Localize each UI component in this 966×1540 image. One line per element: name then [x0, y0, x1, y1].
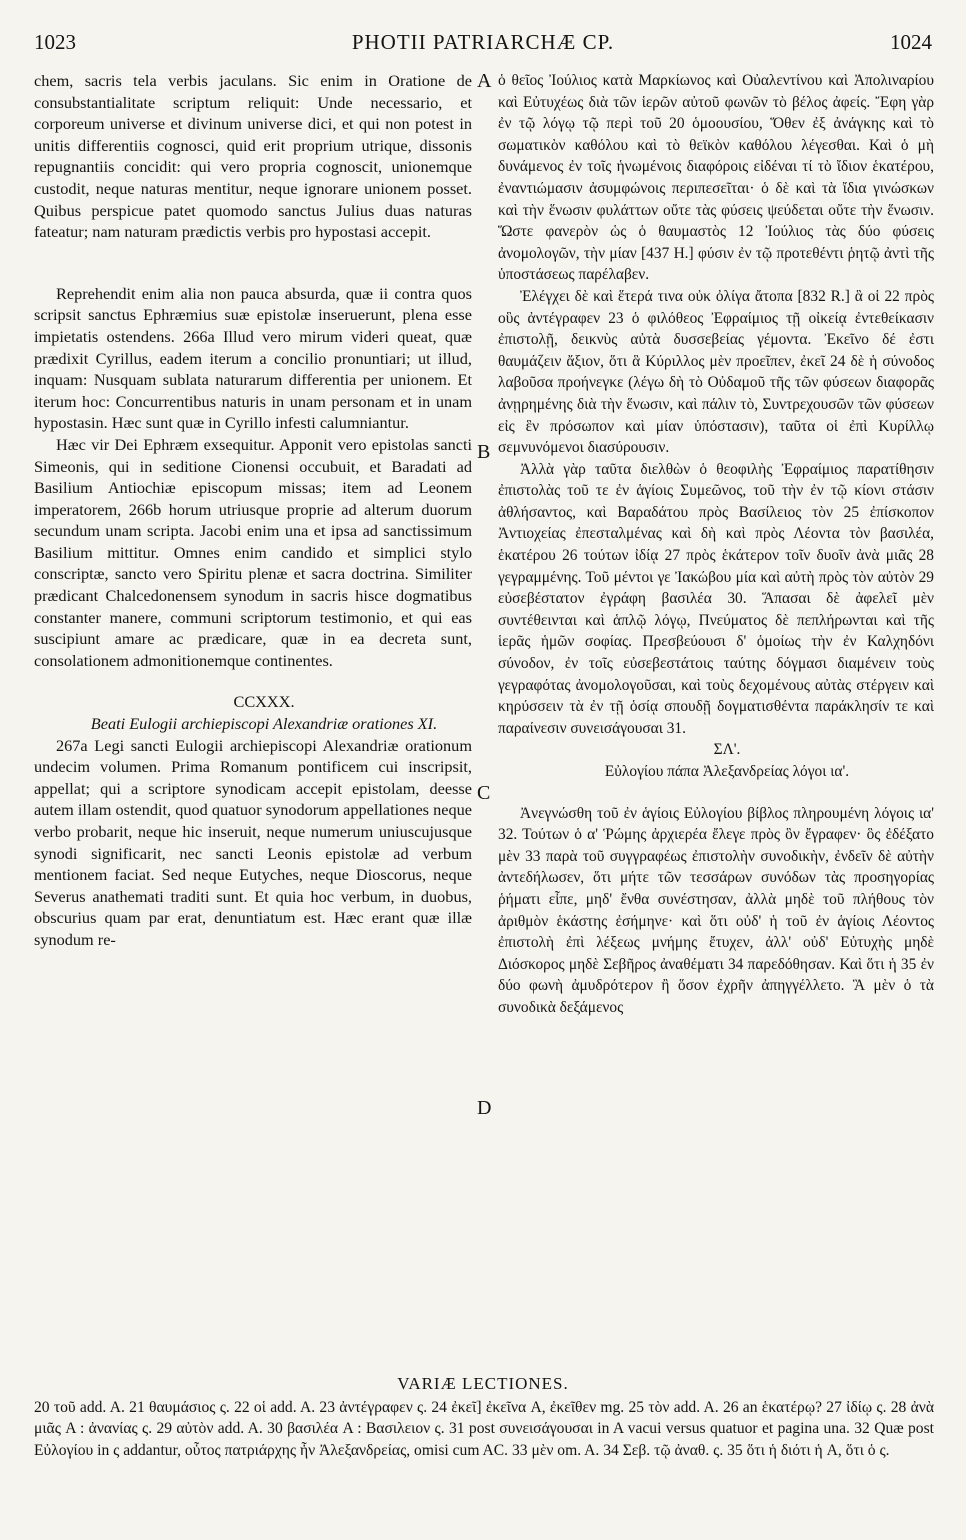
- latin-paragraph: Hæc vir Dei Ephræm exsequitur. Apponit vero epistolas sancti Simeonis, qui in seditione Cionensi occubuit, et Baradati ad Basilium Antiochiæ episcopum missas; item ad Leonem imperatorem, 266b horum utriusque proprie ad alterum duorum secundum unam scripta. Jacobi enim una et ipsa ad sanctissimum Basilium mittitur. Omnes enim candido et simplici stylo conscriptæ, sancto vero Spiritu plenæ et sacra doctrina. Similiter prædicant Chalcedonensem synodum in sacris hisce dogmatibus constanter manere, communi scriptorum testimonio, et qui eas suscipiunt amare ac prædicare, quæ in ea decreta sunt, consolationem admonitionemque continentes.: [34, 434, 472, 670]
- greek-column: [498, 70, 934, 1019]
- latin-column: [34, 70, 472, 951]
- margin-letter-d: D: [477, 1097, 492, 1119]
- latin-paragraph: Reprehendit enim alia non pauca absurda, quæ ii contra quos scripsit sanctus Ephræmius suæ epistolæ inseruerunt, plena esse impietatis ostendens. 266a Illud vero mirum videri queat, quæ prædixit Cyrillus, eadem iterum a concilio pronuntiari; ut illud, inquam: Nusquam sublata naturarum differentia per unionem. Et iterum hoc: Concurrentibus naturis in unam personam et in unam hypostasin. Hæc sunt quæ in Cyrillo infesti calumniantur.: [34, 283, 472, 433]
- running-title: PHOTII PATRIARCHÆ CP.: [351, 30, 615, 54]
- page-header: [34, 30, 932, 64]
- margin-letter-a: A: [477, 70, 492, 92]
- greek-section-title: ΣΛ'.: [713, 741, 741, 759]
- greek-paragraph: ὁ θεῖος Ἰούλιος κατὰ Μαρκίωνος καὶ Οὐαλεντίνου καὶ Ἀπολιναρίου καὶ Εὐτυχέως διὰ τῶν ἱερῶν αὐτοῦ φωνῶν τὸ βέλος ἀφείς. Ἔφη γὰρ ἐν τῷ λόγῳ τῷ περὶ τοῦ 20 ὁμοουσίου, Ὅθεν ἐξ ἀνάγκης καὶ τὸ σωματικὸν καθόλου καὶ τὸ θεϊκὸν καθόλου λέγεσθαι. Καὶ ὁ μὴ δυνάμενος ἐν τοῖς ἡνωμένοις διαφόροις εἰδέναι τί τὸ ἴδιον ἑκατέρου, ἐναντιώμασιν ἀσυμφώνοις περιπεσεῖται· ὁ δὲ καὶ τὰ ἴδια γινώσκων καὶ τὴν ἕνωσιν φυλάττων οὔτε τὰς φύσεις ψεύδεται οὔτε τὴν ἕνωσιν. Ὥστε φανερὸν ὡς ὁ θαυμαστὸς 12 Ἰούλιος τὰς δύο φύσεις ἀνομολογῶν, τὴν μίαν [437 H.] φύσιν ἐν τῷ προτεθέντι ῥητῷ ἀντὶ τῆς ὑποστάσεως παρέλαβεν.: [498, 72, 934, 284]
- left-page-number: 1023: [34, 30, 76, 54]
- latin-paragraph: chem, sacris tela verbis jaculans. Sic enim in Oratione de consubstantialitate scriptum reliquit: Unde necessario, et corporeum universe et divinum universe dici, et qui non potest in unitis differentiis cognosci, quid erit proprium utrique, dissonis repugnantiis concidit: qui vero propria cognoscit, unionemque custodit, neque naturas mentitur, neque ignorare unionem posset. Quibus perspicue patet quomodo sanctus Julius duas naturas fateatur; nam naturam prædictis verbis pro hypostasi accepit.: [34, 71, 472, 242]
- greek-paragraph: Ἀλλὰ γὰρ ταῦτα διελθὼν ὁ θεοφιλὴς Ἐφραίμιος παρατίθησιν ἐπιστολὰς τοῦ τε ἐν ἁγίοις Συμεῶνος, τοῦ τὴν ἐν τῷ κίονι στάσιν ἀθλήσαντος, καὶ Βαραδάτου πρὸς Βασίλειος τὸν 25 ἐπίσκοπον Ἀντιοχείας ἐπεσταλμένας καὶ δὴ καὶ πρὸς Λέοντα τὸν βασιλέα, ἑκατέρου 26 τούτων ἰδίᾳ 27 πρὸς ἑκάτερον τοῖν δυοῖν ἀνὰ μιᾶς 28 γεγραμμένης. Τοῦ μέντοι γε Ἰακώβου μία καὶ αὐτὴ πρὸς τὸν αὐτὸν 29 εὐσεβέστατον ἐγράφη βασιλέα 30. Ἅπασαι δὲ ἀφελεῖ μὲν συντέθεινται καὶ ἁπλῷ λόγῳ, Πνεύματος δὲ πεπλήρωνται καὶ τῆς ἱερᾶς ἡμῶν σοφίας. Πρεσβεύουσι δ' ὁμοίως τὴν ἐν Καλχηδόνι σύνοδον, ἐν τοῖς εὐσεβεστάτοις ταύτης δόγμασι διαμένειν τοὺς γεγραφότας ἀνομολογοῦσαι, καὶ τοὺς δεχομένους αὐτὰς στέργειν καὶ κηρύσσειν τὰ ἐν τῇ ὁσίᾳ σπουδῇ δογματισθέντα παράκλησίν τε καὶ παραίνεσιν συνεισάγουσαι 31.: [498, 460, 934, 737]
- right-page-number: 1024: [890, 30, 932, 54]
- margin-letter-b: B: [477, 441, 491, 463]
- greek-paragraph: Ἀνεγνώσθη τοῦ ἐν ἁγίοις Εὐλογίου βίβλος πληρουμένη λόγοις ια' 32. Τούτων ὁ α' Ῥώμης ἀρχιερέα ἔλεγε πρὸς ὃν ἔγραφεν· ὃς ἐδέξατο μὲν 33 παρὰ τοῦ συγγραφέως ἐπιστολὴν συνοδικὴν, ἐνδεῖν δὲ αὐτὴν ἀντεδήλωσεν, ὅτι μήτε τῶν τεσσάρων συνόδων τὰς προσηγορίας ῥήματι εἶπε, μηδ' ἔνθα συνέστησαν, ἀλλὰ μηδὲ τοῦ πλήθους τὸν ἀριθμὸν ἑκάστης ἐσήμηνε· καὶ ὅτι οὐδ' ἡ τοῦ ἐν ἁγίοις Λέοντος ἐπιστολὴ ἐπὶ λέξεως μνήμης ἔτυχεν, ἀλλ' οὐδ' Εὐτυχὴς μηδὲ Διόσκορος μηδὲ Σεβῆρος ἀναθέματι 34 παρεδόθησαν. Καὶ ὅτι ἡ 35 ἐν δύο φωνὴ ἀμυδρότερον ἢ ὅσον ἐχρῆν ἀπηγγέλλετο. Ἃ μὲν ὁ τὰ συνοδικὰ δεξάμενος: [498, 804, 934, 1016]
- latin-section-title: CCXXX.: [233, 692, 295, 712]
- variae-lectiones-title: VARIÆ LECTIONES.: [397, 1374, 569, 1393]
- latin-section-subtitle: Beati Eulogii archiepiscopi Alexandriæ orationes XI.: [90, 714, 438, 734]
- margin-letter-c: C: [477, 782, 491, 804]
- latin-paragraph: 267a Legi sancti Eulogii archiepiscopi Alexandriæ orationum undecim volumen. Prima Romanum pontificem cui inscripsit, appellat; qui a scriptore synodicam accepit epistolam, deesse autem illam ostendit, quod quatuor synodorum appellationes neque verbo probarit, neque hic inseruit, neque numerum uniuscujusque synodi significarit, nec sancti Leonis epistolæ ad verbum mentionem faciat. Sed neque Eutyches, neque Dioscorus, neque Severus anathemati traditi sunt. Et quia hoc verbum, in duobus, obscurius quam par erat, denuntiatum est. Hæc erant quæ illæ synodum re-: [34, 735, 472, 949]
- greek-section-subtitle: Εὐλογίου πάπα Ἀλεξανδρείας λόγοι ια'.: [604, 763, 850, 780]
- greek-paragraph: Ἐλέγχει δὲ καὶ ἕτερά τινα οὐκ ὀλίγα ἄτοπα [832 R.] ἃ οἱ 22 πρὸς οὓς ἀντέγραφεν 23 ὁ φιλόθεος Ἐφραίμιος τῇ οἰκείᾳ ἐντεθείκασιν ἐπιστολῇ, δεικνὺς αὐτὰ δυσσεβείας γέμοντα. Ἐκεῖνο δέ ἐστι θαυμάζειν ἄξιον, ὅτι ἃ Κύριλλος μὲν προεῖπεν, ἐκεῖ 24 δὲ ἡ σύνοδος λαβοῦσα προήνεγκε (λέγω δὴ τὸ Οὐδαμοῦ τῆς τῶν φύσεων διαφορᾶς ἀνῃρημένης διὰ τὴν ἕνωσιν, καὶ πάλιν τὸ, Συντρεχουσῶν τῶν φύσεων εἰς ἓν πρόσωπον καὶ μίαν ὑπόστασιν), ταῦτα οἱ ἐπὶ Κυρίλλῳ σεμνυνόμενοι διασύρουσιν.: [498, 287, 934, 457]
- variae-lectiones-text: 20 τοῦ add. A. 21 θαυμάσιος ς. 22 οἱ add. A. 23 ἀντέγραφεν ς. 24 ἐκεῖ] ἐκεῖνα A, ἐκεῖθεν mg. 25 τὸν add. A. 26 an ἑκατέρῳ? 27 ἰδίῳ ς. 28 ἀνὰ μιᾶς A : ἀνανίας ς. 29 αὐτὸν add. A. 30 βασιλέα A : Βασιλειον ς. 31 post συνεισάγουσαι in A vacui versus quatuor et pagina una. 32 Quæ post Εὐλογίου in ς addantur, οὗτος πατριάρχης ἦν Ἀλεξανδρείας, omisi cum AC. 33 μὲν om. A. 34 Σεβ. τῷ ἀναθ. ς. 35 ὅτι ἡ διότι ἡ A, ὅτι ὁ ς.: [34, 1399, 934, 1459]
